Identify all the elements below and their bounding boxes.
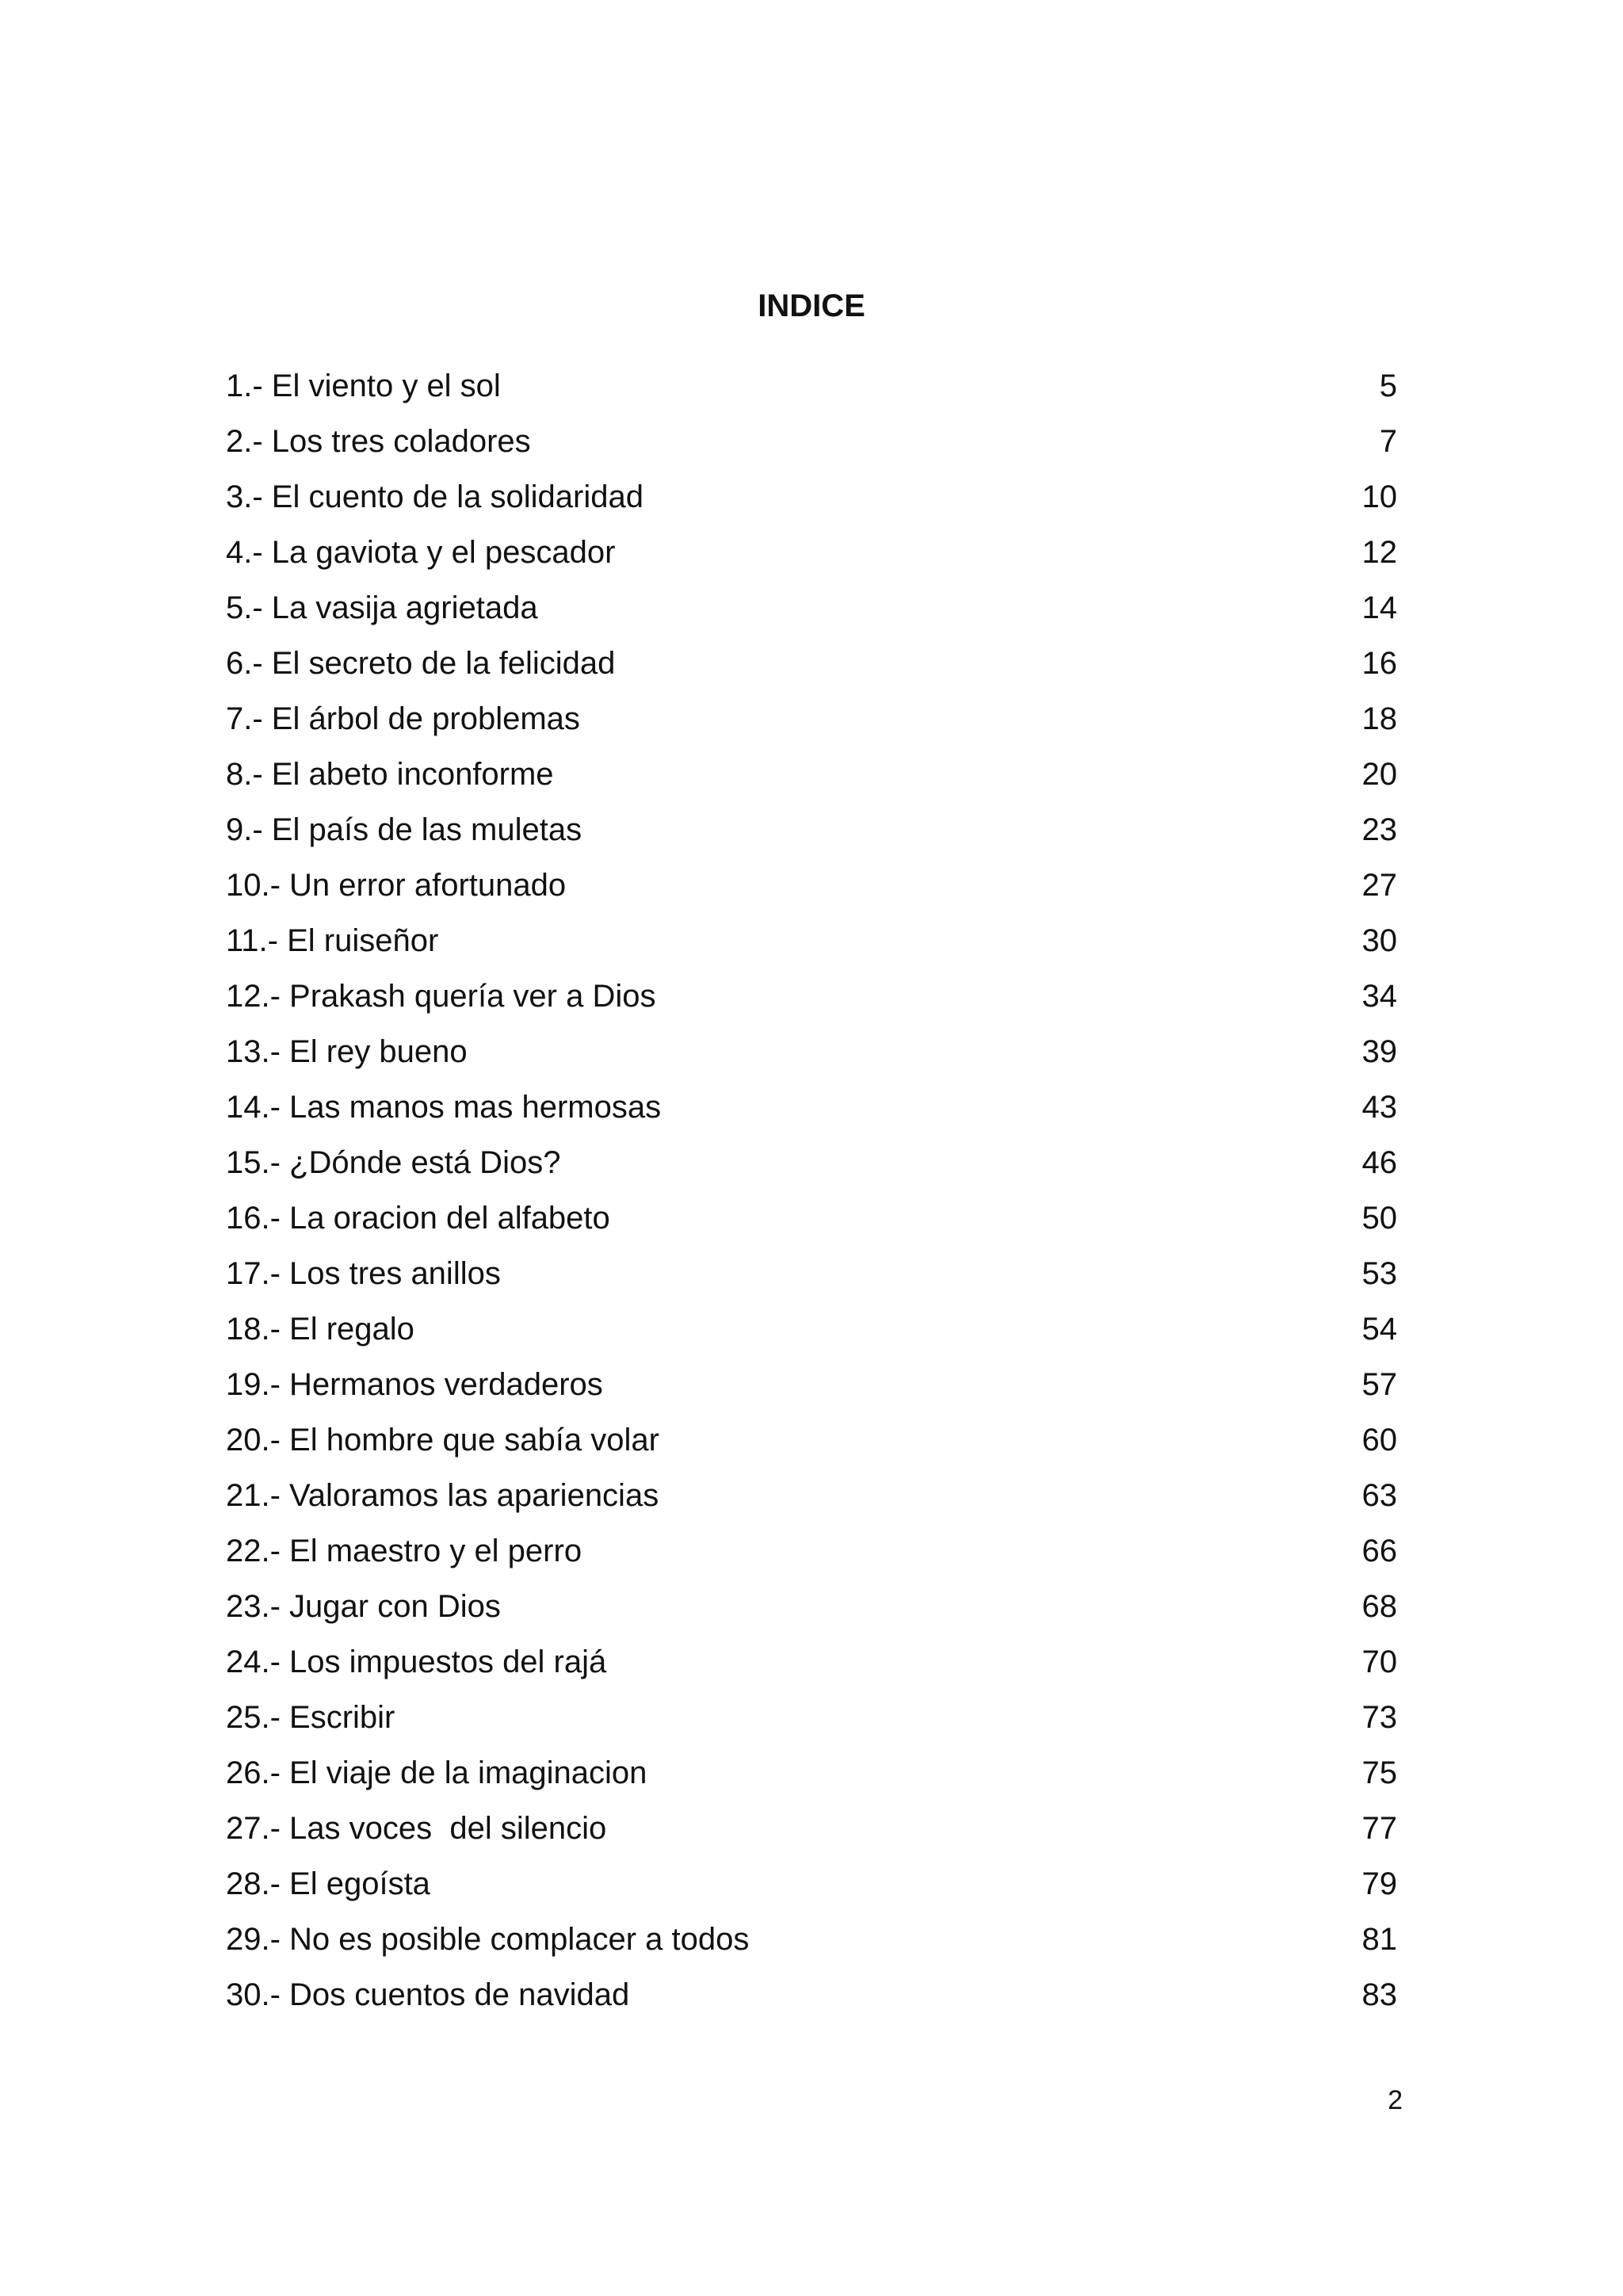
toc-entry-page: 75 [1361,1755,1397,1790]
toc-entry [226,1468,1397,1523]
toc-entry [226,1135,1397,1190]
toc-entry-title: 2.- Los tres coladores [226,424,531,459]
toc-entry [226,580,1397,636]
toc-entry-page: 39 [1361,1034,1397,1069]
toc-entry [226,1246,1397,1301]
toc-entry-title: 12.- Prakash quería ver a Dios [226,979,656,1014]
toc-entry-page: 70 [1361,1645,1397,1679]
toc-entry-page: 27 [1361,868,1397,903]
page-title: INDICE [758,288,865,323]
toc-entry [226,968,1397,1024]
toc-entry-page: 46 [1361,1145,1397,1180]
toc-entry [226,525,1397,580]
toc-entry-title: 6.- El secreto de la felicidad [226,646,616,681]
toc-entry [226,1579,1397,1634]
toc-entry-title: 14.- Las manos mas hermosas [226,1090,662,1125]
toc-entry-title: 24.- Los impuestos del rajá [226,1645,607,1679]
toc-entry-title: 10.- Un error afortunado [226,868,567,903]
toc-entry-page: 12 [1361,535,1397,570]
toc-entry-title: 26.- El viaje de la imaginacion [226,1755,647,1790]
toc-entry-title: 17.- Los tres anillos [226,1256,501,1291]
toc-entry [226,1801,1397,1856]
toc-entry [226,358,1397,414]
toc-entry-title: 7.- El árbol de problemas [226,701,580,736]
toc-entry-title: 22.- El maestro y el perro [226,1534,582,1568]
toc-entry-page: 7 [1379,424,1397,459]
toc-entry-page: 16 [1361,646,1397,681]
toc-entry-page: 79 [1361,1866,1397,1901]
toc-entry-page: 18 [1361,701,1397,736]
toc-entry-page: 83 [1361,1977,1397,2012]
toc-entry [226,1024,1397,1079]
toc-entry-title: 18.- El regalo [226,1312,414,1347]
toc-entry-page: 43 [1361,1090,1397,1125]
toc-entry-title: 4.- La gaviota y el pescador [226,535,616,570]
toc-entry [226,414,1397,469]
toc-entry-title: 21.- Valoramos las apariencias [226,1478,659,1513]
page-number: 2 [1388,2085,1403,2115]
toc-entry [226,636,1397,691]
toc-entry-title: 11.- El ruiseñor [226,923,439,958]
toc-entry-title: 9.- El país de las muletas [226,812,582,847]
table-of-contents [226,358,1397,2023]
toc-entry-title: 3.- El cuento de la solidaridad [226,479,643,514]
toc-entry [226,913,1397,968]
toc-entry-page: 20 [1361,757,1397,792]
toc-entry-title: 20.- El hombre que sabía volar [226,1423,659,1457]
toc-entry [226,1412,1397,1468]
toc-entry-title: 13.- El rey bueno [226,1034,468,1069]
toc-entry-title: 5.- La vasija agrietada [226,590,538,625]
toc-entry-page: 54 [1361,1312,1397,1347]
toc-entry-page: 23 [1361,812,1397,847]
toc-entry-page: 57 [1361,1367,1397,1402]
toc-entry-title: 28.- El egoísta [226,1866,430,1901]
toc-entry [226,802,1397,858]
toc-entry-page: 30 [1361,923,1397,958]
toc-entry [226,1301,1397,1357]
toc-entry-page: 60 [1361,1423,1397,1457]
toc-entry-title: 27.- Las voces del silencio [226,1811,607,1846]
toc-entry [226,469,1397,525]
toc-entry-page: 63 [1361,1478,1397,1513]
toc-entry-page: 50 [1361,1201,1397,1236]
toc-entry [226,1357,1397,1412]
toc-entry-title: 29.- No es posible complacer a todos [226,1922,750,1957]
toc-entry [226,691,1397,747]
toc-entry-title: 1.- El viento y el sol [226,369,501,403]
toc-entry [226,1856,1397,1912]
toc-entry [226,747,1397,802]
toc-entry-page: 73 [1361,1700,1397,1735]
toc-entry-page: 34 [1361,979,1397,1014]
toc-entry [226,1523,1397,1579]
toc-entry-title: 19.- Hermanos verdaderos [226,1367,603,1402]
toc-entry-title: 8.- El abeto inconforme [226,757,554,792]
toc-entry [226,1967,1397,2023]
toc-entry-page: 81 [1361,1922,1397,1957]
toc-entry [226,1190,1397,1246]
toc-entry [226,1912,1397,1967]
toc-entry-title: 30.- Dos cuentos de navidad [226,1977,630,2012]
toc-entry-title: 25.- Escribir [226,1700,395,1735]
toc-entry-title: 16.- La oracion del alfabeto [226,1201,610,1236]
toc-entry [226,1079,1397,1135]
toc-entry-page: 10 [1361,479,1397,514]
toc-entry-page: 77 [1361,1811,1397,1846]
toc-entry-page: 53 [1361,1256,1397,1291]
toc-entry [226,1690,1397,1745]
toc-entry-page: 68 [1361,1589,1397,1624]
toc-entry [226,1745,1397,1801]
toc-entry-page: 5 [1379,369,1397,403]
toc-entry-title: 23.- Jugar con Dios [226,1589,501,1624]
toc-entry-title: 15.- ¿Dónde está Dios? [226,1145,561,1180]
toc-entry-page: 14 [1361,590,1397,625]
toc-entry [226,858,1397,913]
toc-entry [226,1634,1397,1690]
toc-entry-page: 66 [1361,1534,1397,1568]
